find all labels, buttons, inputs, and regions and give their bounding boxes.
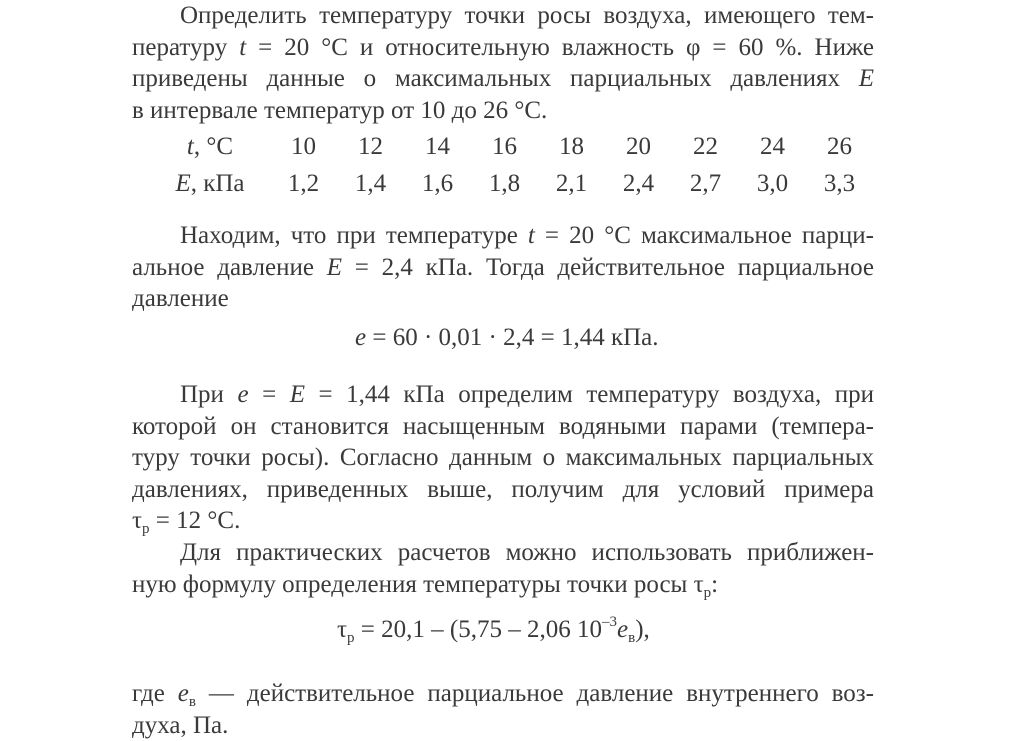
variable-E: E [175,170,190,197]
problem-paragraph [132,0,874,126]
table-cell: 20 [605,128,672,165]
text-line [132,252,874,284]
text-line: давлениях, приведенных выше, получим для условий примера [132,474,874,506]
table-cell: 1,6 [404,165,471,202]
table-cell: 2,4 [605,165,672,202]
subscript: в [628,630,635,646]
text-line [132,569,874,601]
text-line [132,220,874,252]
variable-t: t [528,222,535,249]
table-cell: 2,7 [672,165,739,202]
unit-label: , кПа [191,170,245,197]
table-cell: 1,2 [270,165,337,202]
variable-E: E [859,65,874,92]
text-line [132,379,874,411]
text-line: Определить температуру точки росы воздуха, имеющего тем- [132,0,874,32]
text-line [132,678,874,710]
symbol-tau: τ [132,507,142,534]
text-line: давление [132,283,874,315]
text-line: которой он становится насыщенным водяными парами (темпера- [132,411,874,443]
subscript: в [189,694,196,710]
text-line: Для практических расчетов можно использовать приближен- [132,537,874,569]
table-cell: 16 [471,128,538,165]
table-cell: 10 [270,128,337,165]
text-line [132,63,874,95]
text-span: = 12 °С. [150,507,241,534]
variable-e: e [237,381,248,408]
finding-paragraph [132,220,874,315]
text-span: При [180,381,237,408]
text-span: — действительное парциальное давление внутреннего воз- [196,680,874,707]
table-cell: 3,3 [806,165,873,202]
table-cell: 26 [806,128,873,165]
text-span: ную формулу определения температуры точки росы [132,571,694,598]
text-span: = [249,381,290,408]
table-row-temperature [150,128,873,165]
text-line: в интервале температур от 10 до 26 °С. [132,95,874,127]
formula-dew-point [337,616,650,644]
superscript: –3 [602,614,617,630]
text-span: = 2,4 кПа. Тогда действительное парциальное [342,254,874,281]
unit-label: , °С [194,133,233,160]
formula-expression: = 60 · 0,01 · 2,4 = 1,44 кПа. [366,324,658,351]
text-line [132,505,874,537]
text-line [132,32,874,64]
text-line: духа, Па. [132,710,874,741]
text-span: альное давление [132,254,327,281]
formula-expression: = 20,1 – (5,75 – 2,06 10 [355,616,602,643]
variable-E: E [327,254,342,281]
text-span: приведены данные о максимальных парциальных давлениях [132,65,859,92]
subscript: р [142,521,150,537]
text-span: Находим, что при температуре [180,222,528,249]
subscript: р [704,585,712,601]
table-cell: 3,0 [739,165,806,202]
variable-e: e [617,616,628,643]
text-span: : [711,571,718,598]
formula-expression: ), [635,616,650,643]
practical-paragraph [132,537,874,600]
symbol-tau: τ [694,571,704,598]
text-span: = 1,44 кПа определим температуру воздуха, при [305,381,874,408]
variable-e: e [355,324,366,351]
table-cell: 18 [538,128,605,165]
determine-paragraph [132,379,874,537]
variable-e: e [178,680,189,707]
variable-t: t [187,133,194,160]
variable-E: E [290,381,305,408]
symbol-tau: τ [337,616,347,643]
row-header-E [150,165,270,202]
table-cell: 1,8 [471,165,538,202]
variable-t: t [239,34,246,61]
text-span: = 20 °С и относительную влажность φ = 60 %. Ниже [246,34,874,61]
text-span: где [132,680,178,707]
table-cell: 12 [337,128,404,165]
text-line: туру точки росы). Согласно данным о максимальных парциальных [132,442,874,474]
table-cell: 22 [672,128,739,165]
text-span: = 20 °С максимальное парци- [535,222,874,249]
table-cell: 2,1 [538,165,605,202]
table-cell: 1,4 [337,165,404,202]
pressure-table [150,128,873,202]
table-cell: 24 [739,128,806,165]
subscript: р [347,630,355,646]
text-span: пературу [132,34,239,61]
table-cell: 14 [404,128,471,165]
table-row-pressure [150,165,873,202]
formula-vapor-pressure [355,324,659,352]
row-header-t [150,128,270,165]
